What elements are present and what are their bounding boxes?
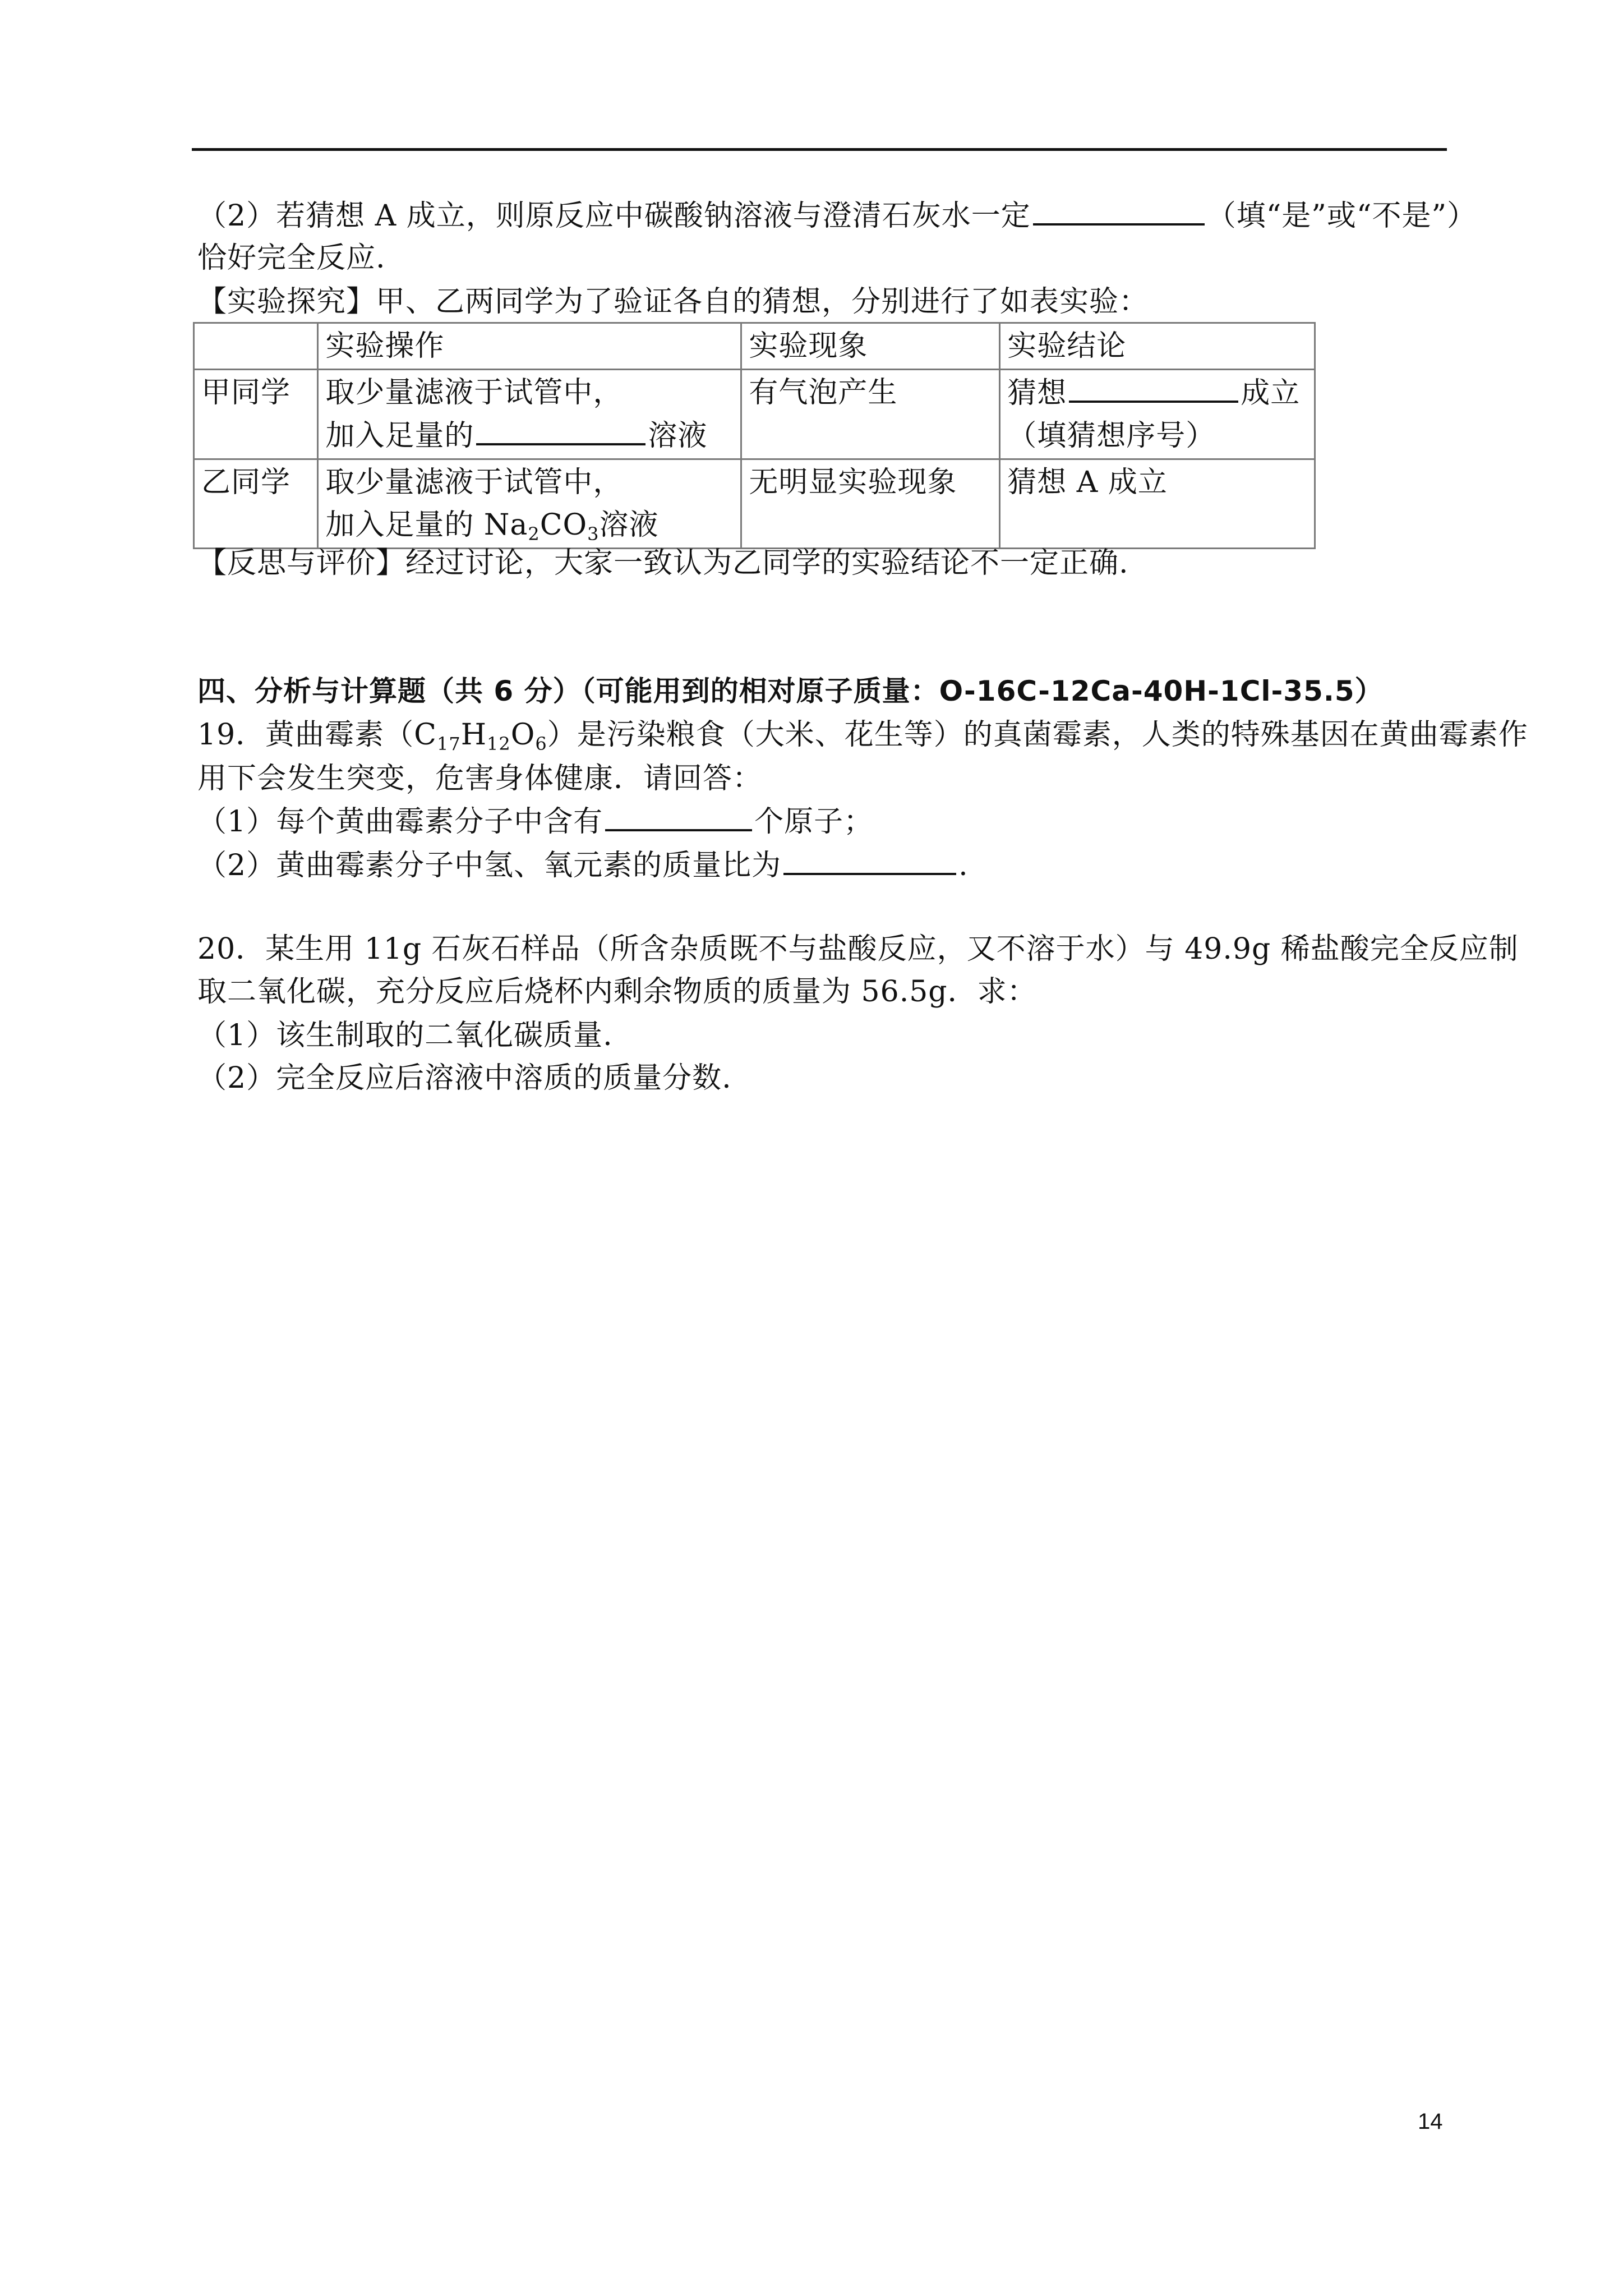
table-row [194, 370, 1315, 459]
q20-part2: （2）完全反应后溶液中溶质的质量分数. [197, 1061, 732, 1095]
operation-line2 [325, 414, 734, 457]
operation-prefix: 加入足量的 Na [325, 508, 528, 542]
operation-cell [318, 459, 741, 549]
answer-blank[interactable] [476, 414, 645, 445]
table-row [194, 459, 1315, 549]
q19-part1 [197, 800, 873, 843]
conclusion-line1 [1007, 371, 1307, 415]
student-name: 乙同学 [194, 459, 318, 549]
operation-suffix: 溶液 [599, 508, 659, 542]
phenomenon-cell: 有气泡产生 [741, 370, 1000, 459]
q18-part2-line [197, 194, 1477, 237]
formula-part: CO [540, 508, 588, 542]
subscript: 3 [587, 523, 600, 545]
header-rule [192, 148, 1447, 151]
q18-explore-intro: 【实验探究】甲、乙两同学为了验证各自的猜想，分别进行了如表实验： [197, 285, 1149, 319]
q20-line1: 20．某生用 11g 石灰石样品（所含杂质既不与盐酸反应，又不溶于水）与 49.9g 稀盐酸完全反应制 [197, 932, 1519, 966]
section-title: 四、分析与计算题（共 6 分）（可能用到的相对原子质量：O-16C-12Ca-40H-1Cl-35.5） [197, 675, 1384, 707]
experiment-table [193, 322, 1316, 549]
conclusion-cell [1000, 370, 1315, 459]
operation-cell [318, 370, 741, 459]
operation-line1: 取少量滤液于试管中， [325, 376, 623, 409]
conclusion-suffix: 成立 [1241, 376, 1301, 410]
operation-prefix: 加入足量的 [325, 419, 474, 453]
q19-part1-prefix: （1）每个黄曲霉素分子中含有 [197, 805, 603, 839]
q19-part2-suffix: . [958, 849, 969, 882]
operation-line1: 取少量滤液于试管中， [325, 466, 623, 499]
subscript: 6 [535, 733, 547, 754]
q19-line2: 用下会发生突变，危害身体健康．请回答： [197, 762, 763, 795]
table-header-cell: 实验操作 [318, 323, 741, 370]
q19-part2 [197, 844, 969, 887]
q19-suffix: ）是污染粮食（大米、花生等）的真菌霉素，人类的特殊基因在黄曲霉素作 [547, 718, 1528, 752]
table-header-cell: 实验现象 [741, 323, 1000, 370]
conclusion-cell: 猜想 A 成立 [1000, 459, 1315, 549]
student-name: 甲同学 [194, 370, 318, 459]
subscript: 17 [436, 733, 461, 754]
q19-part1-suffix: 个原子； [754, 805, 874, 839]
operation-suffix: 溶液 [648, 419, 708, 453]
table-header-cell [194, 323, 318, 370]
q19-part2-prefix: （2）黄曲霉素分子中氢、氧元素的质量比为 [197, 849, 782, 882]
q20-line2: 取二氧化碳，充分反应后烧杯内剩余物质的质量为 56.5g．求： [197, 975, 1037, 1009]
answer-blank[interactable] [605, 800, 752, 831]
q18-reflection: 【反思与评价】经过讨论，大家一致认为乙同学的实验结论不一定正确. [197, 546, 1129, 580]
conclusion-prefix: 猜想 [1007, 376, 1067, 410]
subscript: 2 [528, 523, 540, 545]
q19-line1 [197, 714, 1528, 756]
q18-part2-prefix: （2）若猜想 A 成立，则原反应中碳酸钠溶液与澄清石灰水一定 [197, 199, 1031, 233]
operation-line2 [325, 504, 734, 546]
subscript: 12 [487, 733, 511, 754]
q18-part2-suffix: （填“是”或“不是”） [1206, 199, 1477, 233]
answer-blank[interactable] [783, 844, 956, 875]
formula-part: O [510, 718, 536, 752]
answer-blank[interactable] [1033, 194, 1205, 226]
table-header-cell: 实验结论 [1000, 323, 1315, 370]
phenomenon-cell: 无明显实验现象 [741, 459, 1000, 549]
page-number: 14 [1418, 2109, 1443, 2134]
q20-part1: （1）该生制取的二氧化碳质量. [197, 1019, 613, 1052]
table-header-row [194, 323, 1315, 370]
q18-part2-line2: 恰好完全反应. [197, 241, 386, 275]
answer-blank[interactable] [1069, 371, 1238, 403]
conclusion-line2: （填猜想序号） [1007, 419, 1216, 453]
formula-part: H [460, 718, 487, 752]
q19-prefix: 19．黄曲霉素（C [197, 718, 437, 752]
